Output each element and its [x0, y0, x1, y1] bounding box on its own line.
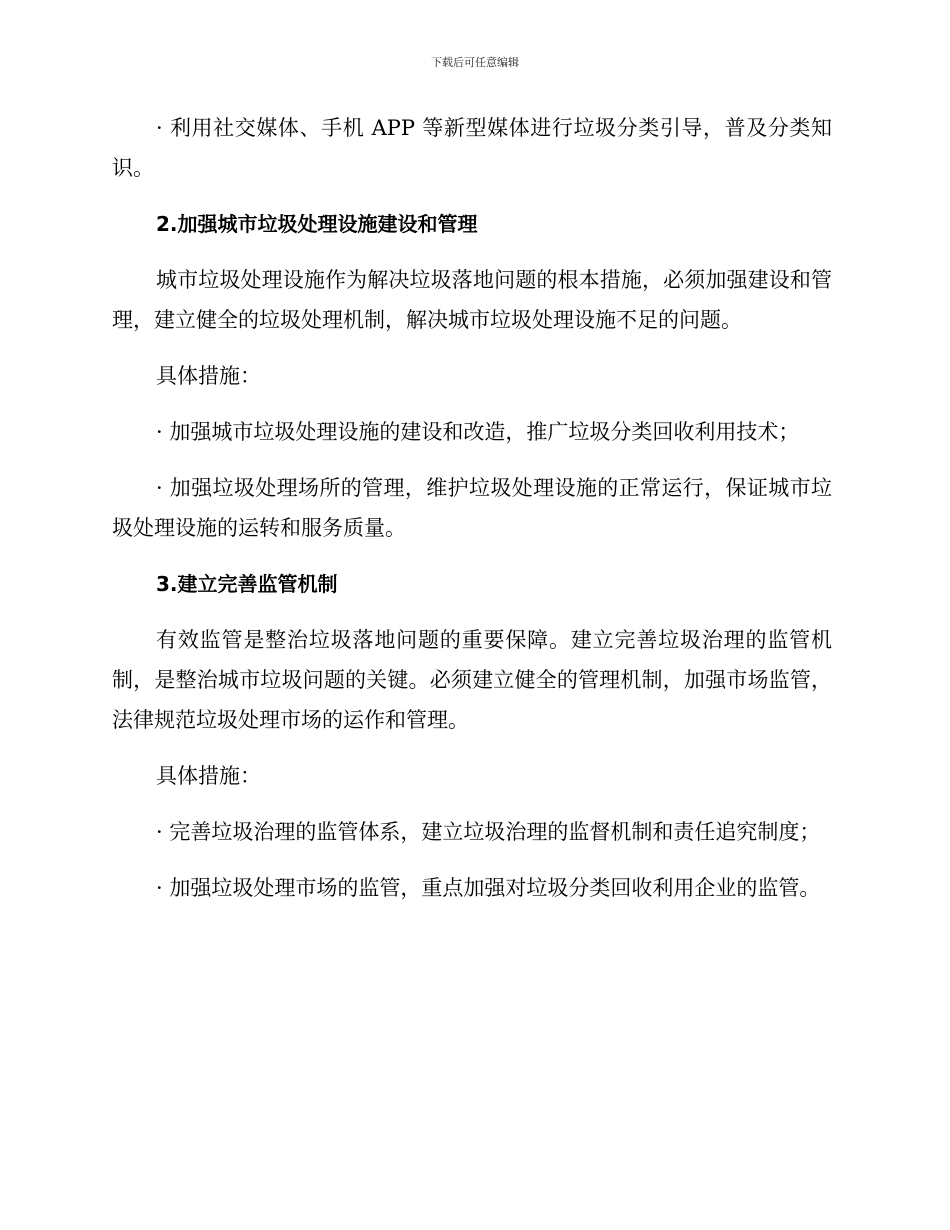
paragraph-media-guidance: · 利用社交媒体、手机 APP 等新型媒体进行垃圾分类引导，普及分类知识。 [112, 116, 832, 180]
paragraph-supervision-measure-2: · 加强垃圾处理市场的监管，重点加强对垃圾分类回收利用企业的监管。 [156, 876, 821, 900]
spacer [112, 548, 832, 564]
spacer [112, 452, 832, 468]
spacer [112, 796, 832, 812]
spacer [112, 604, 832, 620]
header-note: 下载后可任意编辑 [431, 56, 519, 69]
paragraph-facility-measure-1: · 加强城市垃圾处理设施的建设和改造，推广垃圾分类回收利用技术； [156, 420, 800, 444]
spacer [112, 188, 832, 204]
paragraph-supervision-intro: 有效监管是整治垃圾落地问题的重要保障。建立完善垃圾治理的监管机制，是整治城市垃圾问题的关键。必须建立健全的管理机制，加强市场监管，法律规范垃圾处理市场的运作和管理。 [112, 628, 832, 732]
spacer [112, 340, 832, 356]
section-heading-3: 3.建立完善监管机制 [156, 572, 338, 596]
spacer [112, 740, 832, 756]
paragraph-facility-measure-2: · 加强垃圾处理场所的管理，维护垃圾处理设施的正常运行，保证城市垃圾处理设施的运转和服务质量。 [112, 476, 832, 540]
paragraph-facility-intro: 城市垃圾处理设施作为解决垃圾落地问题的根本措施，必须加强建设和管理，建立健全的垃圾处理机制，解决城市垃圾处理设施不足的问题。 [112, 268, 832, 332]
section-heading-2: 2.加强城市垃圾处理设施建设和管理 [156, 212, 478, 236]
paragraph-supervision-measure-1: · 完善垃圾治理的监管体系，建立垃圾治理的监督机制和责任追究制度； [156, 820, 821, 844]
paragraph-measures-label-2: 具体措施： [156, 764, 261, 788]
spacer [112, 244, 832, 260]
document-body [112, 108, 832, 908]
spacer [112, 396, 832, 412]
paragraph-measures-label: 具体措施： [156, 364, 261, 388]
spacer [112, 852, 832, 868]
